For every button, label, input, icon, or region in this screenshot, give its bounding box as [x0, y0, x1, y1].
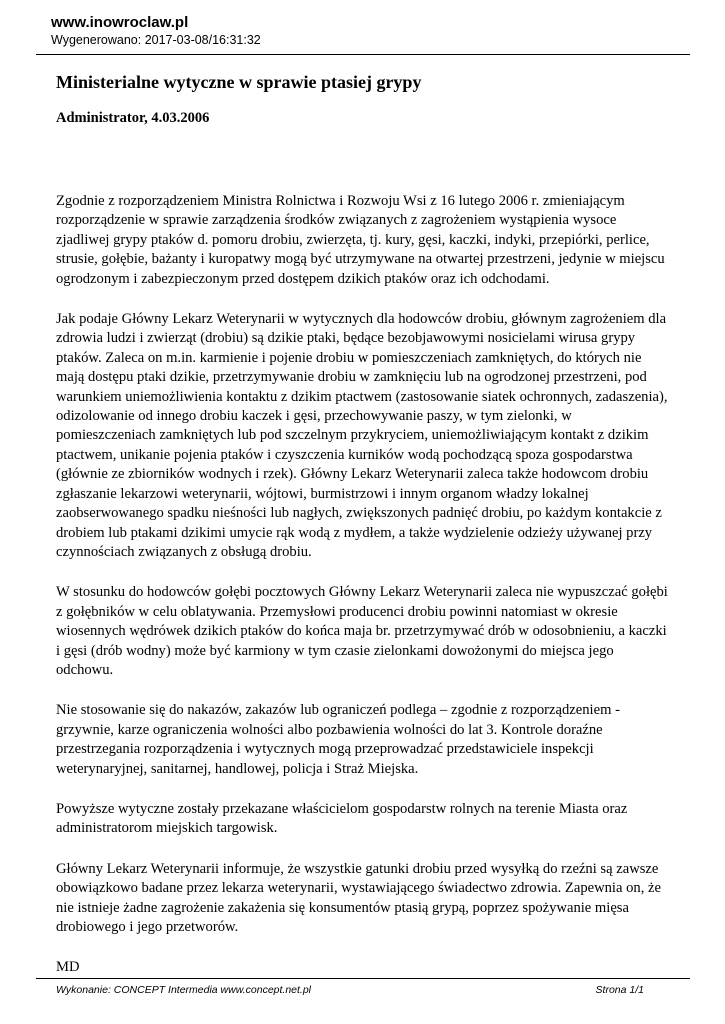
paragraph: Powyższe wytyczne zostały przekazane właścicielom gospodarstw rolnych na terenie Miasta oraz administratorom miejskich targowisk. — [56, 800, 628, 837]
paragraph: W stosunku do hodowców gołębi pocztowych Główny Lekarz Weterynarii zaleca nie wypuszczać gołębi z gołębników w celu oblatywania. Przemysłowi producenci drobiu powinni natomiast w okresie wiosennych wędrówek dzikich ptaków do końca maja br. przetrzymywać drób w odosobnieniu, a kaczki i gęsi (drób wodny) może być karmiony w tym czasie zielonkami dowożonymi do miejsca jego odchowu. — [56, 584, 668, 678]
article — [56, 68, 668, 999]
article-body — [56, 192, 668, 978]
site-url: www.inowroclaw.pl — [51, 14, 189, 31]
page-header — [51, 13, 671, 48]
paragraph: Główny Lekarz Weterynarii informuje, że wszystkie gatunki drobiu przed wysyłką do rzeźni są zawsze obowiązkowo badane przez lekarza weterynarii, wystawiającego świadectwo zdrowia. Zapewnia on, że nie istnieje żadne zagrożenie zakażenia się konsumentów ptasią grypą, poprzez spożywanie mięsa drobiowego i jego przetworów. — [56, 860, 661, 935]
paragraph: Zgodnie z rozporządzeniem Ministra Rolnictwa i Rozwoju Wsi z 16 lutego 2006 r. zmieniającym rozporządzenie w sprawie zarządzenia środków związanych z zagrożeniem wystąpienia wysoce zjadliwej grypy ptaków d. pomoru drobiu, zwierzęta, tj. kury, gęsi, kaczki, indyki, przepiórki, perlice, strusie, gołębie, bażanty i kuropatwy mogą być utrzymywane na otwartej przestrzeni, jedynie w miejscu ogrodzonym i zabezpieczonym przed dostępem dzikich ptaków oraz ich odchodami. — [56, 193, 665, 287]
generated-timestamp: Wygenerowano: 2017-03-08/16:31:32 — [51, 33, 261, 47]
page-number: Strona 1/1 — [595, 984, 644, 996]
footer-divider — [36, 978, 690, 979]
paragraph: Jak podaje Główny Lekarz Weterynarii w wytycznych dla hodowców drobiu, głównym zagrożeniem dla zdrowia ludzi i zwierząt (drobiu) są dzikie ptaki, będące bezobjawowymi nosicielami wirusa grypy ptaków. Zaleca on m.in. karmienie i pojenie drobiu w pomieszczeniach zamkniętych, do których nie mają dostępu ptaki dzikie, przetrzymywanie drobiu w zamknięciu lub na ogrodzonej przestrzeni, pod warunkiem uniemożliwienia kontaktu z dzikim ptactwem (zastosowanie siatek ochronnych, zadaszenia), odizolowanie od innego drobiu kaczek i gęsi, przechowywanie paszy, w tym zielonki, w pomieszczeniach zamkniętych lub pod szczelnym przykryciem, uniemożliwiającym kontakt z dzikim ptactwem, unikanie pojenia ptaków i czyszczenia kurników wodą pochodzącą spoza gospodarstwa (głównie ze zbiorników wodnych i rzek). Główny Lekarz Weterynarii zaleca także hodowcom drobiu zgłaszanie lekarzowi weterynarii, wójtowi, burmistrzowi i innym organom władzy lokalnej zaobserwowanego spadku nieśności lub nagłych, zwiększonych padnięć drobiu, po każdym kontakcie z drobiem lub ptakami dzikimi umycie rąk wodą z mydłem, a także wydzielenie odzieży używanej przy czynnościach związanych z obsługą drobiu. — [56, 311, 668, 560]
article-byline: Administrator, 4.03.2006 — [56, 110, 210, 126]
header-divider — [36, 54, 690, 55]
footer-credit: Wykonanie: CONCEPT Intermedia www.concept.net.pl — [56, 984, 312, 996]
paragraph: Nie stosowanie się do nakazów, zakazów lub ograniczeń podlega – zgodnie z rozporządzeniem - grzywnie, karze ograniczenia wolności albo pozbawienia wolności do lat 3. Kontrole doraźne przestrzegania rozporządzenia i wytycznych mogą przeprowadzać przedstawiciele inspekcji weterynaryjnej, sanitarnej, handlowej, policja i Straż Miejska. — [56, 702, 620, 777]
author-signature: MD — [56, 959, 80, 976]
article-title: Ministerialne wytyczne w sprawie ptasiej grypy — [56, 72, 422, 92]
